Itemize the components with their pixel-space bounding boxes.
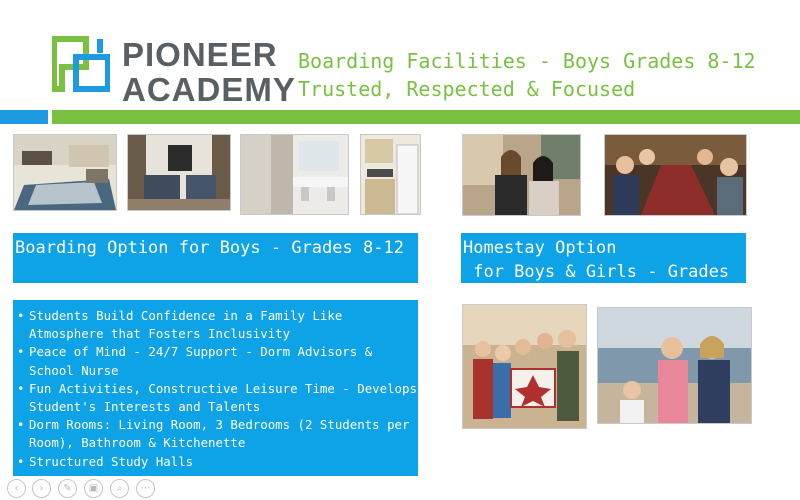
feature-item: • Dorm Rooms: Living Room, 3 Bedrooms (2 Students per Room), Bathroom & Kitchenette [29,416,418,452]
homestay-option-title-line-1: Homestay Option [463,238,617,258]
slide-title-line-2: Trusted, Respected & Focused [298,77,636,101]
homestay-two-women-photo [462,134,581,216]
dorm-living-room-photo [13,134,117,211]
slides-icon[interactable]: ▣ [84,479,103,498]
slide-title-line-1: Boarding Facilities - Boys Grades 8-12 [298,49,756,73]
boarding-features-box [13,300,418,476]
homestay-dinner-photo [604,134,747,216]
feature-item: • Structured Study Halls [29,453,418,471]
header-accent-blue [0,110,48,124]
zoom-icon[interactable]: ⌕ [110,479,129,498]
dorm-bedroom-photo [127,134,231,211]
homestay-beach-photo [597,307,752,424]
brand-line-1: PIONEER [122,36,278,73]
pioneer-logo-icon [52,35,110,93]
prev-icon[interactable]: ‹ [7,479,26,498]
dorm-bathroom-photo [240,134,349,215]
feature-item: • Fun Activities, Constructive Leisure Time - Develops Student's Interests and Talents [29,380,418,416]
brand-line-2: ACADEMY [122,71,296,108]
feature-item: • Students Build Confidence in a Family Like Atmosphere that Fosters Inclusivity [29,307,418,343]
feature-item: • Peace of Mind - 24/7 Support - Dorm Advisors & School Nurse [29,343,418,379]
more-icon[interactable]: ⋯ [136,479,155,498]
boarding-features-list [13,300,418,471]
presentation-toolbar [0,476,170,500]
boarding-option-title: Boarding Option for Boys - Grades 8-12 [15,238,404,258]
boarding-option-title-box [13,233,418,283]
header-accent-green [52,110,800,124]
homestay-option-title-line-2: for Boys & Girls - Grades [463,262,730,282]
pen-icon[interactable]: ✎ [58,479,77,498]
homestay-option-title-box [461,233,746,283]
slide-title [298,47,756,103]
next-icon[interactable]: › [32,479,51,498]
brand-name [122,38,296,106]
homestay-family-sign-photo [462,304,587,429]
dorm-kitchenette-photo [360,134,421,215]
